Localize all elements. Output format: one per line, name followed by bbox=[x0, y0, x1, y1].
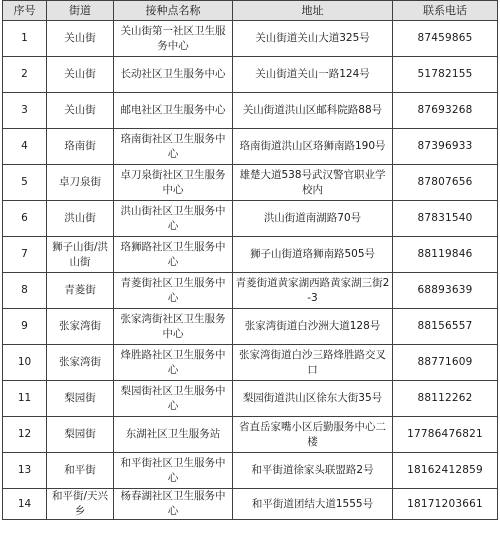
header-site-name: 接种点名称 bbox=[114, 1, 233, 21]
row-phone: 88156557 bbox=[393, 309, 498, 345]
table-row bbox=[3, 489, 498, 520]
table-row bbox=[3, 345, 498, 381]
row-site-name: 珞狮路社区卫生服务中心 bbox=[114, 237, 233, 273]
row-index: 7 bbox=[3, 237, 47, 273]
row-address: 关山街道洪山区邮科院路88号 bbox=[233, 93, 393, 129]
row-site-name: 梨园街社区卫生服务中心 bbox=[114, 381, 233, 417]
row-phone: 51782155 bbox=[393, 57, 498, 93]
table-row bbox=[3, 309, 498, 345]
row-street: 梨园街 bbox=[47, 417, 114, 453]
row-street: 和平街 bbox=[47, 453, 114, 489]
table-header-row bbox=[3, 1, 498, 21]
header-street: 街道 bbox=[47, 1, 114, 21]
row-index: 14 bbox=[3, 489, 47, 520]
row-index: 3 bbox=[3, 93, 47, 129]
row-phone: 18162412859 bbox=[393, 453, 498, 489]
row-index: 6 bbox=[3, 201, 47, 237]
row-site-name: 邮电社区卫生服务中心 bbox=[114, 93, 233, 129]
row-phone: 87693268 bbox=[393, 93, 498, 129]
row-address: 珞南街道洪山区珞狮南路190号 bbox=[233, 129, 393, 165]
row-address: 和平街道团结大道1555号 bbox=[233, 489, 393, 520]
row-site-name: 卓刀泉街社区卫生服务中心 bbox=[114, 165, 233, 201]
row-street: 珞南街 bbox=[47, 129, 114, 165]
row-address: 关山街道关山一路124号 bbox=[233, 57, 393, 93]
row-address: 狮子山街道珞狮南路505号 bbox=[233, 237, 393, 273]
table-row bbox=[3, 237, 498, 273]
row-address: 梨园街道洪山区徐东大街35号 bbox=[233, 381, 393, 417]
row-site-name: 杨春湖社区卫生服务中心 bbox=[114, 489, 233, 520]
row-address: 关山街道关山大道325号 bbox=[233, 21, 393, 57]
row-phone: 87807656 bbox=[393, 165, 498, 201]
row-street: 狮子山街/洪山街 bbox=[47, 237, 114, 273]
row-address: 青菱街道黄家湖西路黄家湖三街2-3 bbox=[233, 273, 393, 309]
row-phone: 87459865 bbox=[393, 21, 498, 57]
row-address: 张家湾街道白沙三路烽胜路交叉口 bbox=[233, 345, 393, 381]
row-phone: 18171203661 bbox=[393, 489, 498, 520]
row-index: 9 bbox=[3, 309, 47, 345]
row-address: 省直岳家嘴小区后勤服务中心二楼 bbox=[233, 417, 393, 453]
row-phone: 87831540 bbox=[393, 201, 498, 237]
row-site-name: 烽胜路社区卫生服务中心 bbox=[114, 345, 233, 381]
row-street: 张家湾街 bbox=[47, 345, 114, 381]
table-body bbox=[3, 21, 498, 520]
row-site-name: 张家湾街社区卫生服务中心 bbox=[114, 309, 233, 345]
row-street: 张家湾街 bbox=[47, 309, 114, 345]
row-site-name: 东湖社区卫生服务站 bbox=[114, 417, 233, 453]
row-phone: 88112262 bbox=[393, 381, 498, 417]
row-street: 卓刀泉街 bbox=[47, 165, 114, 201]
row-street: 关山街 bbox=[47, 21, 114, 57]
row-phone: 88771609 bbox=[393, 345, 498, 381]
row-street: 青菱街 bbox=[47, 273, 114, 309]
table-row bbox=[3, 93, 498, 129]
row-index: 11 bbox=[3, 381, 47, 417]
header-address: 地址 bbox=[233, 1, 393, 21]
row-address: 张家湾街道白沙洲大道128号 bbox=[233, 309, 393, 345]
row-index: 1 bbox=[3, 21, 47, 57]
header-index: 序号 bbox=[3, 1, 47, 21]
vaccination-sites-table bbox=[2, 0, 498, 520]
row-site-name: 洪山街社区卫生服务中心 bbox=[114, 201, 233, 237]
row-address: 雄楚大道538号武汉警官职业学校内 bbox=[233, 165, 393, 201]
row-index: 8 bbox=[3, 273, 47, 309]
table-row bbox=[3, 129, 498, 165]
row-index: 4 bbox=[3, 129, 47, 165]
table-row bbox=[3, 381, 498, 417]
table-row bbox=[3, 453, 498, 489]
table-row bbox=[3, 21, 498, 57]
row-street: 关山街 bbox=[47, 57, 114, 93]
row-street: 关山街 bbox=[47, 93, 114, 129]
row-index: 12 bbox=[3, 417, 47, 453]
table-row bbox=[3, 201, 498, 237]
row-index: 10 bbox=[3, 345, 47, 381]
row-phone: 87396933 bbox=[393, 129, 498, 165]
row-address: 和平街道徐家头联盟路2号 bbox=[233, 453, 393, 489]
row-street: 和平街/天兴乡 bbox=[47, 489, 114, 520]
table-row bbox=[3, 57, 498, 93]
row-index: 13 bbox=[3, 453, 47, 489]
table-row bbox=[3, 273, 498, 309]
row-site-name: 关山街第一社区卫生服务中心 bbox=[114, 21, 233, 57]
row-site-name: 和平街社区卫生服务中心 bbox=[114, 453, 233, 489]
header-phone: 联系电话 bbox=[393, 1, 498, 21]
row-phone: 68893639 bbox=[393, 273, 498, 309]
row-site-name: 长动社区卫生服务中心 bbox=[114, 57, 233, 93]
row-index: 2 bbox=[3, 57, 47, 93]
row-phone: 17786476821 bbox=[393, 417, 498, 453]
table-row bbox=[3, 417, 498, 453]
row-site-name: 珞南街社区卫生服务中心 bbox=[114, 129, 233, 165]
row-address: 洪山街道南湖路70号 bbox=[233, 201, 393, 237]
row-site-name: 青菱街社区卫生服务中心 bbox=[114, 273, 233, 309]
row-street: 梨园街 bbox=[47, 381, 114, 417]
table-row bbox=[3, 165, 498, 201]
row-street: 洪山街 bbox=[47, 201, 114, 237]
row-index: 5 bbox=[3, 165, 47, 201]
row-phone: 88119846 bbox=[393, 237, 498, 273]
